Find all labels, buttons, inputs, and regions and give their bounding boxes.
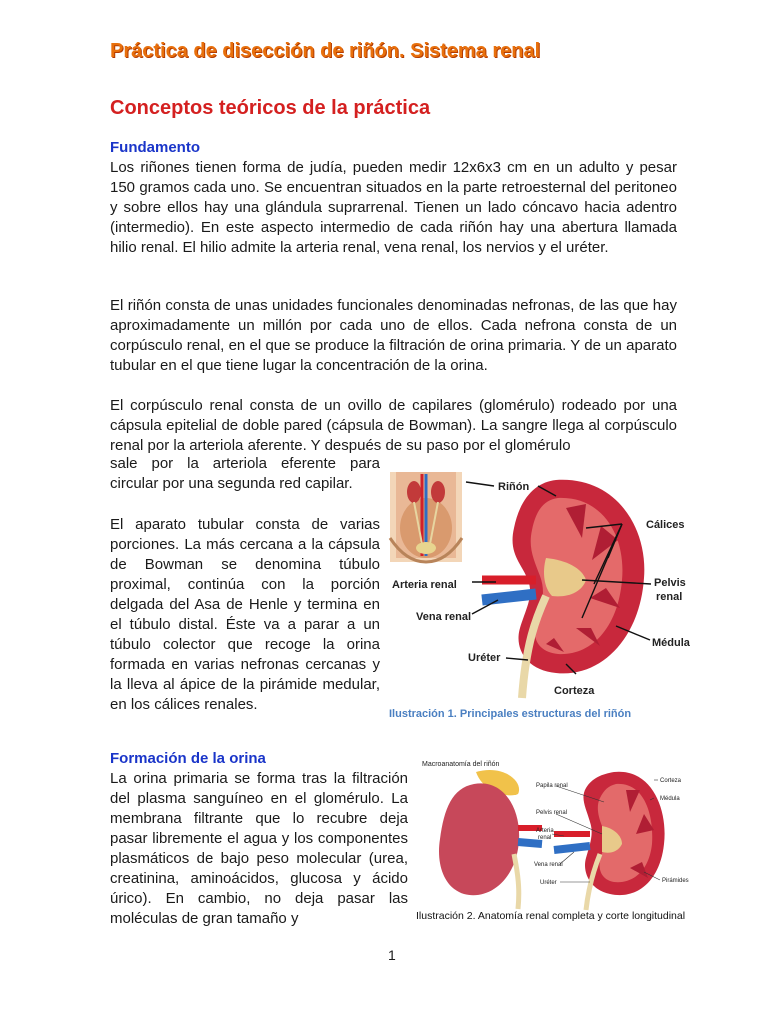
figure1-caption: Ilustración 1. Principales estructuras del riñón — [389, 708, 632, 720]
label-ureter: Uréter — [468, 652, 501, 664]
formacion-paragraph-1: La orina primaria se forma tras la filtración del plasma sanguíneo en el glomérulo. La membrana filtrante que lo recubre deja pasar libremente el agua y los componentes plasmáticos de bajo peso molecular (urea, creatinina, aminoácidos, glucosa y ácido úrico). En cambio, no deja pasar las moléculas de gran tamaño y — [110, 770, 408, 927]
label-vena-renal-2: Vena renal — [534, 862, 563, 868]
fundamento-paragraph-3b: sale por la arteriola eferente para circular por una segunda red capilar. — [110, 455, 380, 492]
label-corteza-2: Corteza — [660, 778, 682, 784]
label-arteria-renal-2: renal — [538, 835, 552, 841]
label-papila-renal: Papila renal — [536, 783, 568, 789]
label-arteria-renal: Arteria renal — [392, 579, 457, 591]
fundamento-paragraph-2: El riñón consta de unas unidades funcionales denominadas nefronas, de las que hay aproximadamente un millón por cada uno de ellos. Cada nefrona consta de un corpúsculo renal, en el que se produce la filtración de orina primaria. Y de un aparato tubular en el que tiene lugar la concentración de la orina. — [110, 297, 677, 374]
fundamento-paragraph-1: Los riñones tienen forma de judía, pueden medir 12x6x3 cm en un adulto y pesar 150 gramos cada uno. Se encuentran situados en la parte retroesternal del peritoneo y sobre ellos hay una glándula suprarrenal. Tienen un lado cóncavo hacia adentro (intermedio). En este aspecto intermedio de cada riñón hay una abertura llamada hilio renal. El hilio admite la arteria renal, vena renal, los nervios y el uréter. — [110, 159, 677, 256]
label-pelvis-renal-2: Pelvis renal — [536, 810, 568, 816]
document-title: Práctica de disección de riñón. Sistema renal — [110, 40, 541, 62]
figure2-caption: Ilustración 2. Anatomía renal completa y corte longitudinal — [416, 910, 686, 922]
label-arteria: Arteria — [536, 828, 554, 834]
exterior-kidney — [439, 770, 542, 909]
label-piramides: Pirámides — [662, 878, 689, 884]
label-rinon: Riñón — [498, 481, 530, 493]
page-number: 1 — [388, 947, 396, 963]
kidney-anatomy-figure — [414, 754, 700, 910]
label-corteza: Corteza — [554, 685, 595, 697]
kidney-cross-section — [482, 480, 644, 698]
sectioned-kidney — [554, 772, 665, 910]
fundamento-paragraph-4: El aparato tubular consta de varias porciones. La más cercana a la cápsula de Bowman se denomina túbulo proximal, continúa con la porción delgada del Asa de Henle y termina en el túbulo distal. Éste va a parar a un túbulo colector que recoge la orina formada en varias nefronas cercanas y la lleva al ápice de la pirámide medular, en los cálices renales. — [110, 516, 380, 713]
label-ureter-2: Uréter — [540, 880, 557, 886]
torso-inset-image — [390, 472, 462, 562]
fundamento-paragraph-3: El corpúsculo renal consta de un ovillo de capilares (glomérulo) rodeado por una cápsula epitelial de doble pared (cápsula de Bowman). La sangre llega al corpúsculo renal por la arteriola aferente. Y después de su paso por el glomérulo — [110, 397, 677, 454]
label-pelvis: Pelvis — [654, 577, 686, 589]
label-vena-renal: Vena renal — [416, 611, 472, 623]
label-pelvis-renal: renal — [656, 591, 683, 603]
label-macroanatomia: Macroanatomía del riñón — [422, 761, 500, 768]
section-title: Conceptos teóricos de la práctica — [110, 97, 431, 119]
fundamento-heading: Fundamento — [110, 139, 200, 156]
kidney-structures-figure — [386, 468, 690, 703]
label-medula: Médula — [652, 637, 690, 649]
formacion-heading: Formación de la orina — [110, 750, 266, 767]
label-medula-2: Médula — [660, 796, 680, 802]
label-calices: Cálices — [646, 519, 685, 531]
